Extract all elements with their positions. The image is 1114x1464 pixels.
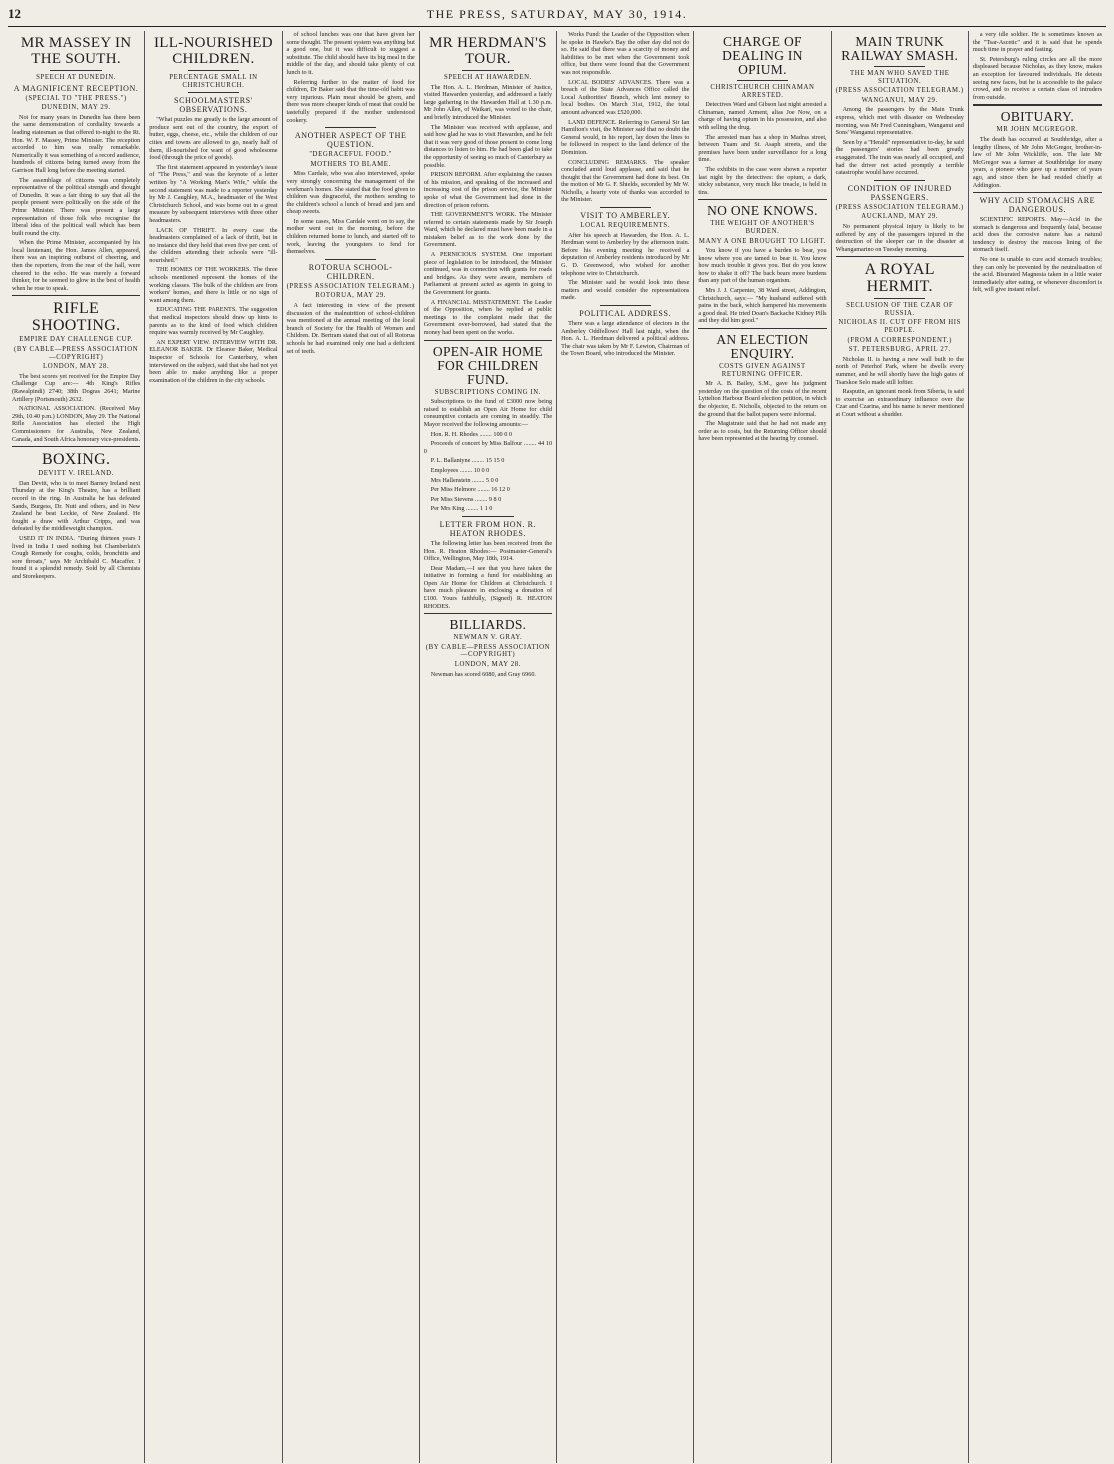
article-paragraph: In some cases, Miss Cardale went on to say, the mother went out in the morning, before the children returned home to lunch, and started off to work, leaving the youngsters to fend for themselves. (286, 217, 415, 256)
article-paragraph: You know if you have a burden to bear, you know where you are tamed to bear it. You know how much trouble it gives you. But do you know how to shake it off? The back bears more burdens than any part of the human organism. (698, 247, 827, 285)
article-headline: AN ELECTION ENQUIRY. (716, 332, 809, 362)
article-paragraph: No permanent physical injury is likely to be suffered by any of the passengers injured in the destruction of the sleeper car in the disaster at Whangamarino on Tuesday morning. (835, 222, 964, 253)
column-1 (8, 31, 145, 1463)
article-paragraph: USED IT IN INDIA. "During thirteen years I lived in India I used nothing but Chamberlain's Cough Remedy for coughs, colds, bronchitis and sore throats," says Mr Archibald C. Macaffer. I found it a splendid remedy. Sold by all Chemists and Storekeepers. (12, 534, 141, 580)
article-paragraph: The first statement appeared in yesterday's issue of "The Press," and was the keynote of a letter written by "A Working Man's Wife," while the second statement was made to a reporter yesterday by Mr J. Caughley, M.A., headmaster of the West Christchurch School, and was borne out in a great measure by subsequent interviews with three other headmasters. (149, 163, 278, 224)
article-credit: (FROM A CORRESPONDENT.) (847, 336, 952, 344)
article-paragraph: A fact interesting in view of the present discussion of the malnutrition of school-children was mentioned at the annual meeting of the local branch of Society for the Health of Women and Children. Dr. Bertram stated that out of all Rotorua schools he had examined only one had a deficient set of teeth. (286, 302, 415, 355)
subscription-line: P. L. Ballantyne ........ 15 15 0 (430, 457, 505, 465)
article-credit: (BY CABLE—PRESS ASSOCIATION—COPYRIGHT) (425, 643, 551, 659)
article-headline: OPEN-AIR HOME FOR CHILDREN FUND. (432, 343, 543, 387)
article-paragraph: No one is unable to cure acid stomach troubles; they can only be prevented by the neutralisation of the acid. Bisurated Magnesia taken in a little water immediately after eating, or whenever discomfort is felt, will give instant relief. (972, 256, 1103, 294)
article-dateline: AUCKLAND, MAY 29. (861, 213, 939, 221)
divider (462, 70, 513, 71)
article-paragraph: Detectives Ward and Gibson last night arrested a Chinaman, named Arment, alias Joe Now, on a charge of having opium in his possession, and also with selling the drug. (698, 101, 827, 131)
article-paragraph: Dan Devitt, who is to meet Barney Ireland next Thursday at the King's Theatre, has a brilliant record in the ring. In Australia he has defeated Sands, Burgess, Dr. Nutt and others, and in New Zealand he beat Leckie, of New Zealand. He fought a draw with Arthur Cripps, and was defeated by the middleweight champion. (12, 479, 141, 533)
article-headline: BOXING. (41, 451, 111, 469)
article-headline: VISIT TO AMBERLEY. (580, 211, 671, 221)
divider (424, 613, 552, 614)
article-paragraph: AN EXPERT VIEW. INTERVIEW WITH DR. ELEANOR BAKER. Dr Eleanor Baker, Medical Inspector of Schools for Canterbury, when interviewed on the subject, said that she had not yet been able to make anything like a proper examination of the children in the city schools. (149, 338, 278, 384)
article-subhead: CHRISTCHURCH CHINAMAN ARRESTED. (710, 84, 815, 99)
column-2 (145, 31, 282, 1463)
article-subhead: SCHOOLMASTERS' OBSERVATIONS. (174, 96, 253, 115)
article-paragraph: The exhibits in the case were shown a reporter last night by the detectives: the opium, a dark, sticky substance, very much like treacle, is held in tins. (698, 165, 827, 196)
article-paragraph: The arrested man has a shop in Madras street, between Tuam and St. Asaph streets, and the premises have been under surveillance for a long time. (698, 133, 827, 164)
article-subhead: MOTHERS TO BLAME. (310, 160, 391, 168)
article-paragraph: Subscriptions to the fund of £3000 now being raised to establish an Open Air Home for child consumptive contacts are coming in steadily. The Mayor received the following amounts:— (423, 398, 553, 428)
article-headline: ANOTHER ASPECT OF THE QUESTION. (294, 131, 407, 150)
article-paragraph: Seen by a "Herald" representative to-day, he said the passengers' stories had been greatly exaggerated. The train was nearly all occupied, and had the driver not acted promptly a terrible catastrophe would have occurred. (835, 138, 964, 177)
subscription-line: Employees ........ 10 0 0 (430, 466, 490, 474)
article-paragraph: The Minister was received with applause, and said how glad he was to visit Hawarden, and he felt that it was very good of those present to come long distances to listen to him. He had been glad to take the opportunity of seeing so much of Canterbury as possible. (423, 123, 553, 169)
article-paragraph: Newman has scored 6080, and Gray 6960. (430, 670, 536, 678)
article-paragraph: There was a large attendance of electors in the Amberley Oddfellows' Hall last night, when the Hon. A. L. Herdman delivered a political address. The chair was taken by Mr F. Lewton, Chairman of the Town Board, who introduced the Minister. (561, 320, 690, 358)
article-paragraph: Rasputin, an ignorant monk from Siberia, is said to exercise an extraordinary influence over the Czar and Czarina, and his name is never mentioned at Court without a shudder. (835, 388, 964, 418)
article-headline: MAIN TRUNK RAILWAY SMASH. (841, 34, 959, 63)
article-credit: (BY CABLE—PRESS ASSOCIATION—COPYRIGHT) (13, 346, 139, 361)
article-subhead: LOCAL REQUIREMENTS. (580, 222, 671, 230)
article-subhead: "DEGRACEFUL FOOD." (309, 151, 393, 159)
divider (874, 298, 925, 299)
subscription-line: Mrs Hallenstein ........ 5 0 0 (430, 476, 499, 484)
article-headline: RIFLE SHOOTING. (31, 300, 121, 335)
article-subhead: NICHOLAS II. CUT OFF FROM HIS PEOPLE. (838, 319, 962, 335)
article-subhead: COSTS GIVEN AGAINST RETURNING OFFICER. (719, 363, 806, 378)
article-paragraph: The Magistrate said that he had not made any order as to costs, but the Returning Officer should have been represented at the hearing by counsel. (698, 420, 827, 443)
article-credit: (SPECIAL TO "THE PRESS.") (25, 94, 127, 102)
article-headline: LETTER FROM HON. R. HEATON RHODES. (439, 519, 537, 538)
masthead-title: THE PRESS, SATURDAY, MAY 30, 1914. (426, 7, 688, 21)
article-subhead: SECLUSION OF THE CZAR OF RUSSIA. (846, 302, 954, 317)
subscription-line: Proceeds of concert by Miss Balfour ........ 44 10 0 (423, 440, 553, 455)
divider (874, 180, 925, 181)
divider (12, 295, 140, 296)
article-subhead: DEVITT V. IRELAND. (38, 470, 114, 478)
subscription-line: Per Miss Stevens ........ 9 8 0 (430, 495, 502, 503)
divider (424, 340, 552, 341)
subscription-line: Per Mrs King ........ 1 1 0 (430, 505, 493, 513)
article-paragraph: Mr A. B. Bailey, S.M., gave his judgment yesterday on the question of the costs of the recent Lyttelton Harbour Board election petition, in which the objector, E. Nicholls, objected to the return on the ground that the ballot papers were informal. (698, 380, 827, 418)
article-credit: (PRESS ASSOCIATION TELEGRAM.) (286, 282, 415, 290)
divider (325, 127, 376, 128)
article-dateline: LONDON, MAY 28. (454, 661, 522, 669)
article-headline: BILLIARDS. (449, 617, 527, 633)
article-headline: A ROYAL HERMIT. (864, 261, 935, 296)
article-headline: WHY ACID STOMACHS ARE DANGEROUS. (979, 196, 1096, 215)
article-credit: (PRESS ASSOCIATION TELEGRAM.) (835, 87, 964, 95)
article-paragraph: After his speech at Hawarden, the Hon. A. L. Herdman went to Amberley by the afternoon train. Before his evening meeting he received a deputation of Amberley residents introduced by Mr G. D. Greenwood, who wished for another telephone wire to Christchurch. (561, 231, 690, 277)
divider (836, 256, 964, 257)
article-headline: ROTORUA SCHOOL-CHILDREN. (308, 262, 393, 281)
divider (737, 80, 788, 81)
subscription-line: Per Miss Helmore ........ 16 12 0 (430, 486, 510, 494)
article-subhead: EMPIRE DAY CHALLENGE CUP. (19, 336, 134, 344)
article-headline: POLITICAL ADDRESS. (579, 309, 672, 318)
article-headline: MR MASSEY IN THE SOUTH. (20, 35, 132, 67)
article-paragraph: The Hon. A. L. Herdman, Minister of Justice, visited Hawarden yesterday, and addressed a fairly large gathering in the Hawarden Hall at 1.30 p.m. Mr John Allen, of Waikari, was voted to the chair, and briefly introduced the Minister. (423, 83, 553, 121)
column-5 (557, 31, 694, 1463)
masthead (8, 6, 1106, 27)
article-paragraph: a very idle soldier. He is sometimes known as the "Tsar-Ascetic" and it is said that he spends much time in prayer and fasting. (972, 31, 1103, 54)
divider (698, 328, 826, 329)
column-7 (832, 31, 969, 1463)
article-paragraph: The best scores yet received for the Empire Day Challenge Cup are:— 4th King's Rifles (Rawalpindi) 2740; 38th Dogras 2641; Marine Artillery (Portsmouth) 2632. (12, 372, 141, 403)
article-headline: CONDITION OF INJURED PASSENGERS. (847, 183, 952, 202)
article-paragraph: CONCLUDING REMARKS. The speaker concluded amid loud applause, and said that he thought that the Government had done its best. On the motion of Mr G. F. Shields, seconded by Mr W. Nicholls, a hearty vote of thanks was accorded to the Minister. (561, 158, 690, 204)
article-paragraph: LOCAL BODIES' ADVANCES. There was a breach of the State Advances Office called the Local Authorities' Branch, which lent money to local bodies. On March 31st, 1912, the total amount advanced was £520,000. (561, 78, 690, 116)
divider (325, 259, 376, 260)
article-subhead: THE MAN WHO SAVED THE SITUATION. (850, 70, 950, 85)
article-paragraph: Nicholas II. is having a new wall built to the north of Peterhof Park, where he dwells every summer, and he will shortly have the high gates of Tsarskoe Selo made still loftier. (835, 355, 964, 386)
article-subhead: MANY A ONE BROUGHT TO LIGHT. (698, 237, 826, 245)
article-paragraph: "What puzzles me greatly is the large amount of produce sent out of the country, the export of butter, eggs, cheese, etc., while the children of our cities and towns are allowed to go, nearly half of them, ill-nourished for want of good wholesome food (through the price of goods). (149, 116, 278, 162)
article-paragraph: A PERNICIOUS SYSTEM. One important piece of legislation to be introduced, the Minister continued, was in connection with grants for roads and bridges. As they were aware, members of Parliament at present acted as agents in going to the Government for grants. (423, 251, 553, 297)
subscription-line: Hon. R. H. Rhodes ........ 100 0 0 (430, 430, 512, 438)
article-headline: CHARGE OF DEALING IN OPIUM. (722, 34, 803, 77)
divider (50, 70, 101, 71)
divider (874, 66, 925, 67)
article-paragraph: Mrs J. J. Carpenter, 38 Ward street, Addington, Christchurch, says:— "My husband suffered with pains in the back, which hampered his movements a good deal. He tried Doan's Backache Kidney Pills and they did him good." (698, 287, 827, 325)
article-paragraph: Referring further to the matter of food for children, Dr Baker said that the time-old habit was very injurious. Plain meat should be given, and there was more cheaper kinds of meat that could be tastefully prepared if the mother understood cookery. (286, 78, 415, 124)
article-dateline: ROTORUA, MAY 29. (315, 292, 387, 300)
article-paragraph: The death has occurred at Southbridge, after a lengthy illness, of Mr John McGregor, brother-in-law of Mr John Wickliffe, son. The late Mr McGregor was a farmer at Southbridge for many years, a pioneer who gave up a number of years ago, and since then he had resided chiefly at Addington. (972, 135, 1103, 189)
article-paragraph: The following letter has been received from the Hon. R. Heaton Rhodes:— Postmaster-General's Office, Wellington, May 18th, 1914. (423, 539, 553, 563)
article-paragraph: Not for many years in Dunedin has there been the same demonstration of cordiality towards a leading statesman as that offered to-night to the Rt. Hon. W. F. Massey, Prime Minister. The reception accorded to him was really remarkable. Numerically it was something of a record audience, hundreds of citizens being turned away from the Garrison Hall long before the meeting started. (12, 113, 141, 174)
column-4 (420, 31, 557, 1463)
divider (188, 70, 239, 71)
divider (12, 446, 140, 447)
article-subhead: SPEECH AT HAWARDEN. (443, 74, 532, 81)
column-6 (694, 31, 831, 1463)
divider (188, 92, 239, 93)
article-paragraph: THE GOVERNMENT'S WORK. The Minister referred to certain statements made by Sir Joseph Ward, which he declared must have been made in a mistaken belief as to the work done by the Government. (423, 211, 553, 249)
divider (973, 104, 1102, 106)
article-subhead: NEWMAN V. GRAY. (453, 634, 523, 642)
article-paragraph: THE HOMES OF THE WORKERS. The three schools mentioned represent the homes of the working classes. The bulk of the children are from workers' homes, and there is little or no sign of want among them. (149, 266, 278, 304)
article-subhead: MR JOHN MCGREGOR. (996, 126, 1079, 134)
article-paragraph: Works Fund: the Leader of the Opposition when he spoke in Hawke's Bay the other day did not do so. He said that there was a scarcity of money and liabilities to be met when the Government took office, but there were found that the Government was not responsible. (561, 31, 690, 76)
article-paragraph: Dear Madam,—I see that you have taken the initiative in forming a fund for establishing an Open Air Home for Children at Christchurch. I have much pleasure in enclosing a donation of £100. Yours faithfully, (Signed) R. HEATON RHODES. (423, 564, 553, 610)
article-paragraph: A FINANCIAL MISSTATEMENT. The Leader of the Opposition, when he replied at public meetings to the complaint made that the Government over-borrowed, had stated that the money had been spent on the works. (423, 298, 553, 336)
article-subhead: PERCENTAGE SMALL IN CHRISTCHURCH. (169, 74, 258, 89)
columns (8, 31, 1106, 1463)
article-paragraph: NATIONAL ASSOCIATION. (Received May 29th, 10.40 p.m.) LONDON, May 29. The National Rifle Association has elected the High Commissioners for Australia, New Zealand, Canada, and South Africa honorary vice-presidents. (12, 405, 141, 443)
article-paragraph: EDUCATING THE PARENTS. The suggestion that medical inspectors should draw up hints to parents as to the kind of food which children require was warmly received by Mr Caughley. (149, 306, 278, 337)
article-paragraph: The assemblage of citizens was completely representative of the political strength and thought of Dunedin. It was a fair thing to say that all the people present were politically on the side of the Prime Minister. There was present a large representation of those folk who recognise the liberal idea of the political wall which has been built round the city. (12, 176, 141, 237)
article-paragraph: of school lunches was one that have given her some thought. The present system was anything but a good one, but it was difficult to suggest a substitute. The child should have its big meal in the middle of the day, and should take plenty of cut lunch to it. (286, 31, 415, 76)
page-number: 12 (8, 6, 21, 21)
article-credit: (PRESS ASSOCIATION TELEGRAM.) (835, 203, 964, 211)
article-paragraph: LAND DEFENCE. Referring to General Sir Ian Hamilton's visit, the Minister said that no doubt the General would, in his report, lay down the lines to be followed in respect to the land defence of the Dominion. (561, 118, 690, 156)
article-paragraph: Miss Cardale, who was also interviewed, spoke very strongly concerning the management of the workman's homes. She stated that the food given to children was disgraceful, the mothers sending to the children's school a lunch of bread and jam and cheap sweets. (286, 170, 415, 216)
article-headline: OBITUARY. (1000, 109, 1075, 125)
article-paragraph: The Minister said he would look into these matters and would consider the representations made. (561, 279, 690, 302)
column-8 (969, 31, 1106, 1463)
divider (600, 305, 651, 306)
article-paragraph: PRISON REFORM. After explaining the causes of his mission, and speaking of the increased and increasing cost of the prison service, the Minister spoke of what the Government had done in the direction of prison reform. (423, 171, 553, 209)
article-paragraph: Among the passengers by the Main Trunk express, which met with disaster on Wednesday morning, was Mr Fred Cunningham, Wanganui and Sons' Wanganui representative. (835, 106, 964, 137)
article-paragraph: St. Petersburg's ruling circles are all the more displeased because Nicholas, as they know, makes an exception for favoured individuals. He detests seeing new faces, but he is accessible to the palace crowd, and to receive a certain class of intruders from outside. (972, 55, 1103, 101)
divider (698, 199, 826, 200)
article-headline: NO ONE KNOWS. (707, 203, 818, 219)
article-paragraph: SCIENTIFIC REPORTS. May—Acid in the stomach is dangerous and frequently fatal, because acid does the corrosive nature has a natural tendency to destroy the mucous lining of the stomach itself. (972, 216, 1103, 254)
divider (600, 207, 651, 208)
article-headline: ILL-NOURISHED CHILDREN. (153, 35, 273, 67)
article-subhead: A MAGNIFICENT RECEPTION. (13, 83, 139, 93)
article-dateline: WANGANUI, MAY 29. (861, 96, 938, 104)
article-subhead: SUBSCRIPTIONS COMING IN. (434, 388, 542, 396)
article-subhead: SPEECH AT DUNEDIN. (36, 74, 117, 81)
article-dateline: LONDON, MAY 28. (42, 363, 110, 371)
article-headline: MR HERDMAN'S TOUR. (429, 35, 547, 67)
column-3 (283, 31, 420, 1463)
article-paragraph: LACK OF THRIFT. In every case the headmasters complained of a lack of thrift, but in no instance did they hold that even five per cent. of the children attending their schools were "ill-nourished." (149, 226, 278, 264)
divider (462, 516, 513, 517)
article-subhead: THE WEIGHT OF ANOTHER'S BURDEN. (710, 220, 815, 235)
article-dateline: ST. PETERSBURG, APRIL 27. (848, 346, 951, 354)
article-dateline: DUNEDIN, MAY 29. (41, 104, 111, 112)
article-paragraph: When the Prime Minister, accompanied by his local lieutenant, the Hon. James Allen, appeared, there was an inspiring outburst of cheering, and then the reporters, from the rear of the hall, were cheered to the echo. He was merely a forward thinker, for he seemed to glow in the best of health when he rose to speak. (12, 239, 141, 292)
divider (973, 192, 1102, 193)
